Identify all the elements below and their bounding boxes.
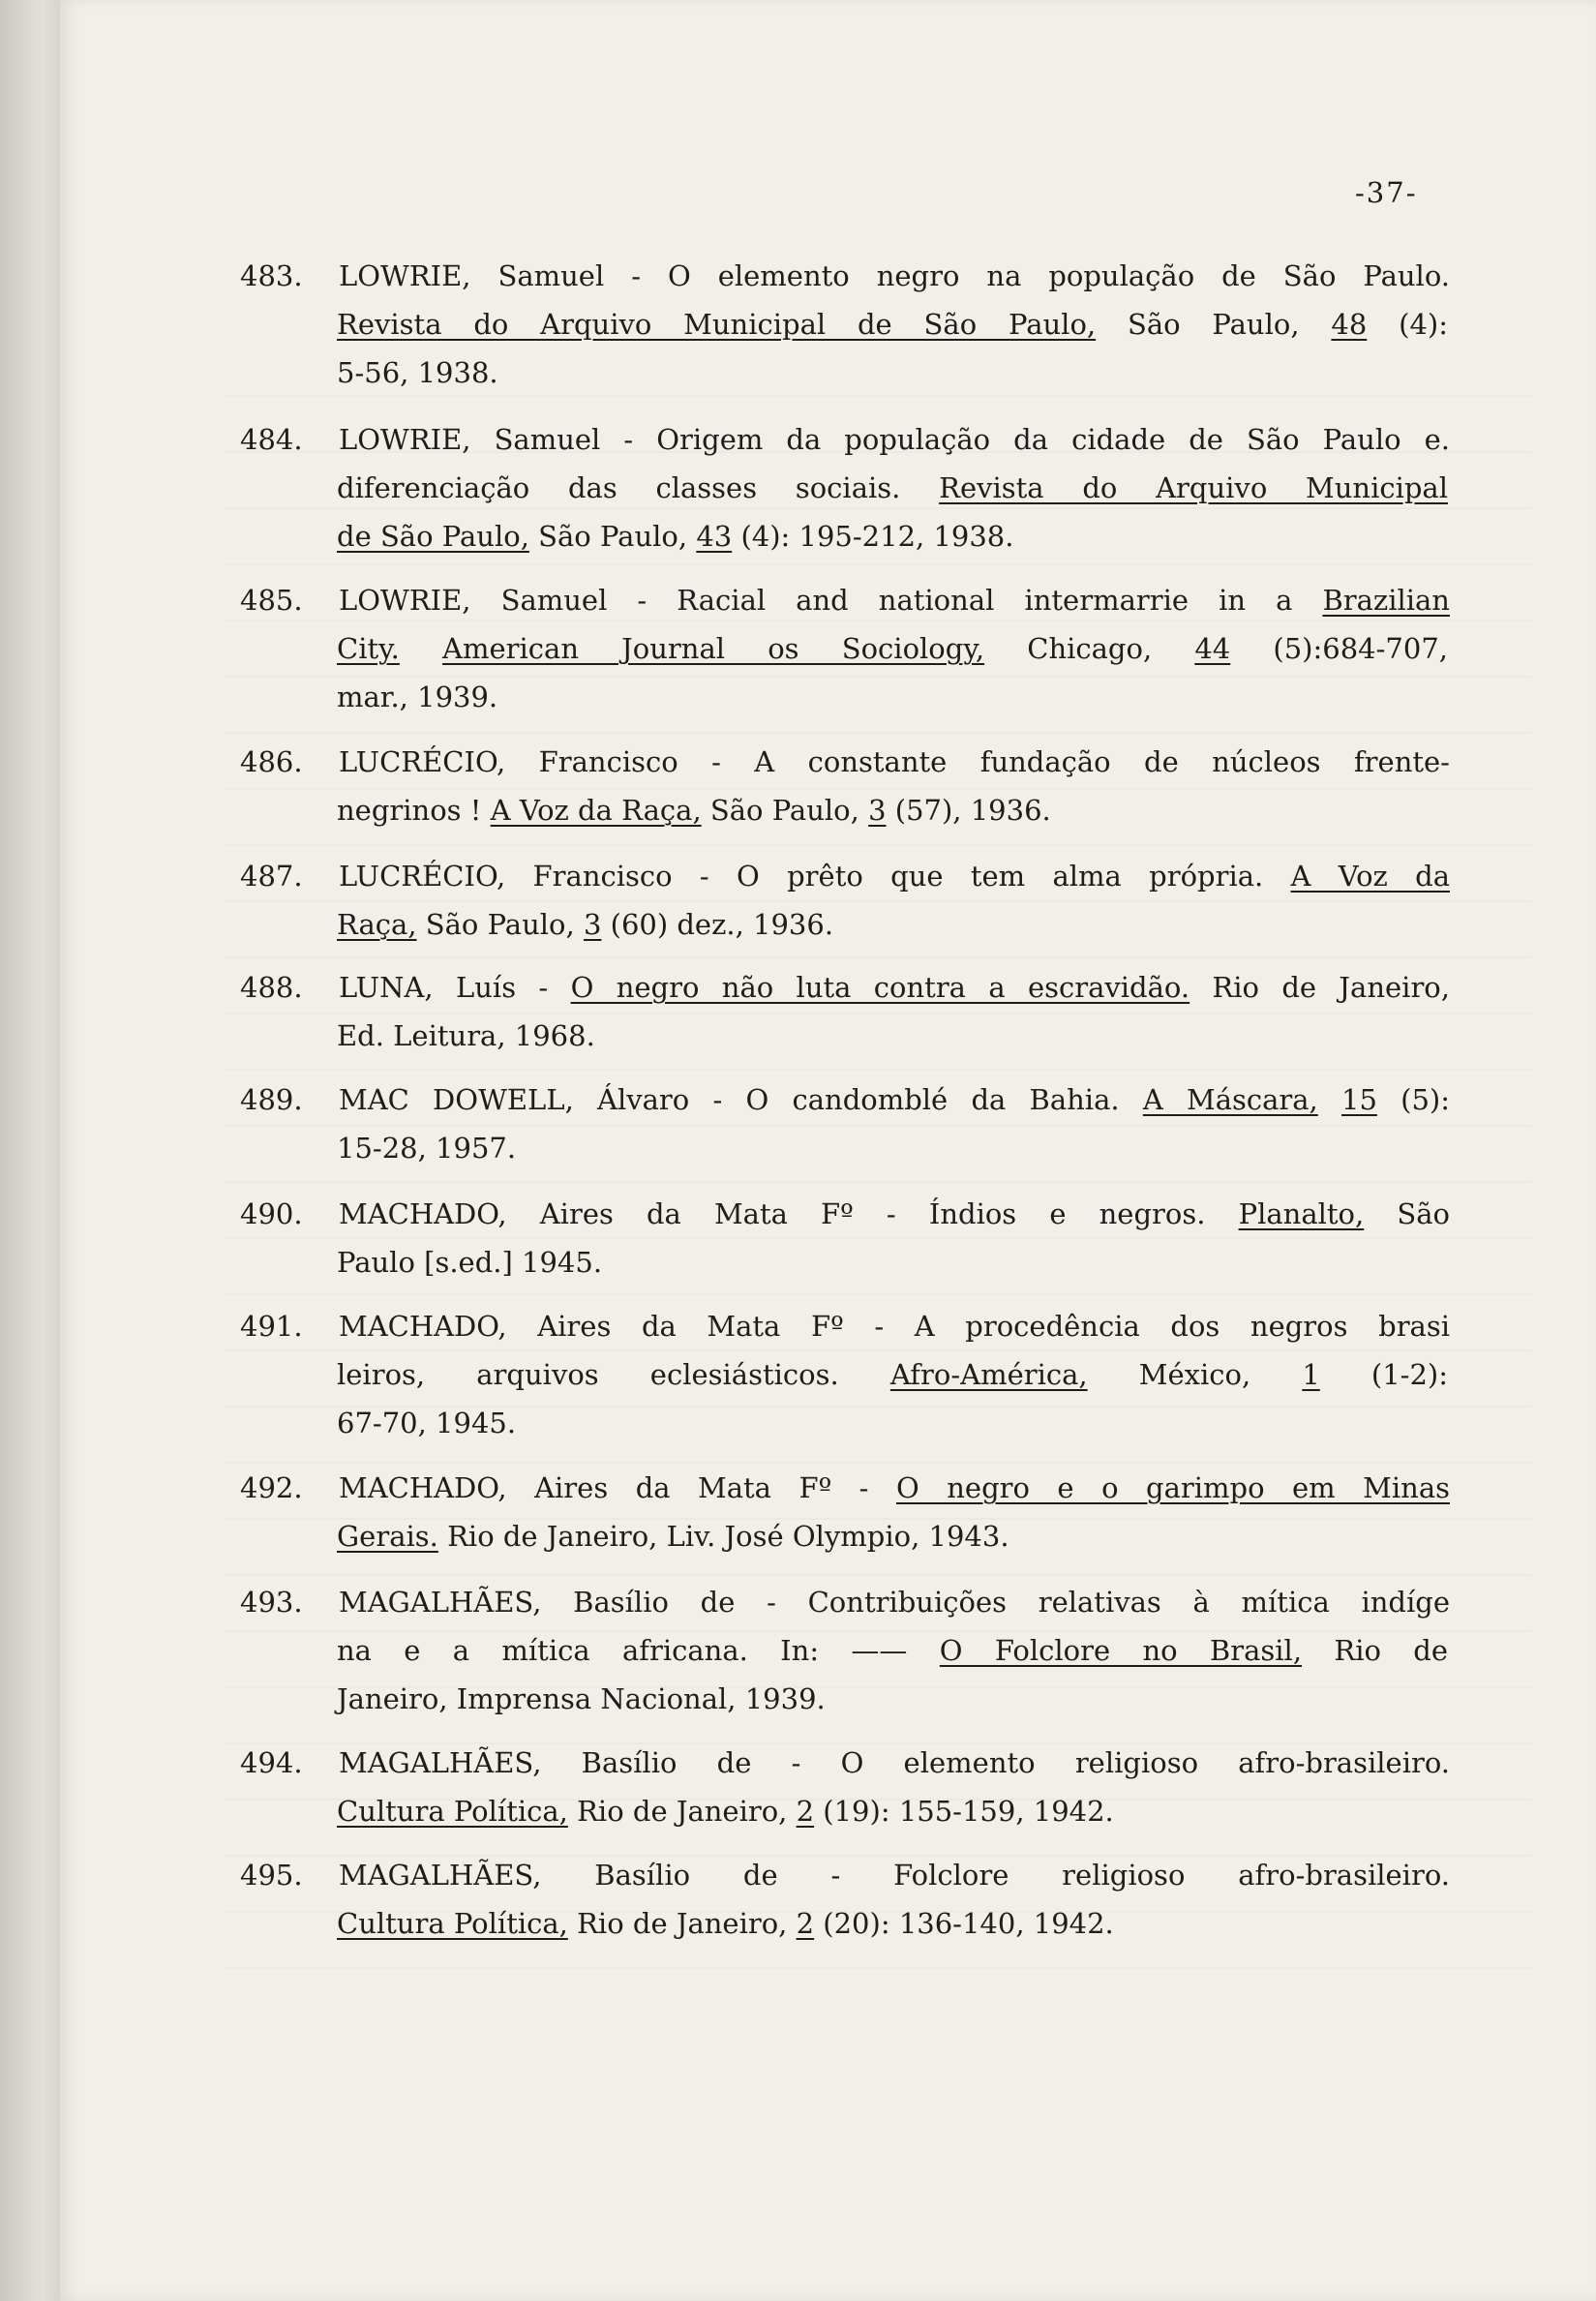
entry-text: (20): 136-140, 1942. [814, 1907, 1114, 1940]
entry-line [339, 1586, 1450, 1619]
entry-number: 495. [240, 1859, 303, 1892]
entry-text: (5):684-707, [1230, 632, 1448, 665]
underlined-title: Planalto, [1238, 1197, 1365, 1230]
entry-line [339, 1746, 1450, 1779]
entry-line [337, 471, 1448, 504]
entry-number: 492. [240, 1471, 303, 1504]
entry-text: São Paulo, [528, 520, 697, 553]
entry-text: na e a mítica africana. In: —— [337, 1634, 940, 1667]
entry-line [337, 1907, 1448, 1940]
entry-line [337, 1634, 1448, 1667]
entry-text: (4): 195-212, 1938. [732, 520, 1014, 553]
entry-text: 5-56, 1938. [337, 356, 498, 389]
entry-text: MACHADO, Aires da Mata Fº - Índios e negros. [339, 1197, 1239, 1230]
entry-text: diferenciação das classes sociais. [337, 471, 940, 504]
underlined-title: 2 [796, 1795, 815, 1828]
underlined-title: O negro e o garimpo em Minas [895, 1471, 1450, 1504]
underlined-title: Raça, [337, 908, 417, 941]
entry-text: Rio de Janeiro, Liv. José Olympio, 1943. [437, 1520, 1009, 1553]
underlined-title: de São Paulo, [337, 520, 529, 553]
entry-number: 490. [240, 1197, 303, 1230]
entry-line [339, 971, 1450, 1004]
entry-number: 491. [240, 1310, 303, 1343]
entry-line [337, 1795, 1448, 1828]
entry-line [337, 1358, 1448, 1391]
underlined-title: 1 [1302, 1358, 1320, 1391]
page-edge [0, 0, 60, 2301]
entry-text: Chicago, [984, 632, 1195, 665]
entry-text: (19): 155-159, 1942. [814, 1795, 1114, 1828]
entry-text: 67-70, 1945. [337, 1407, 517, 1439]
entry-line [339, 1471, 1450, 1504]
underlined-title: Afro-América, [889, 1358, 1088, 1391]
entry-line [337, 520, 1448, 553]
entry-number: 494. [240, 1746, 303, 1779]
entry-text [400, 632, 442, 665]
entry-line [337, 632, 1448, 665]
entry-text: México, [1087, 1358, 1303, 1391]
entry-text: (5): [1376, 1083, 1450, 1116]
underlined-title: Cultura Política, [337, 1795, 568, 1828]
entry-text: MAGALHÃES, Basílio de - Contribuições relativas à mítica indíge [339, 1586, 1450, 1619]
entry-text: Ed. Leitura, 1968. [337, 1019, 595, 1052]
underlined-title: 48 [1331, 308, 1368, 341]
entry-number: 485. [240, 584, 303, 617]
entry-text: LOWRIE, Samuel - Racial and national intermarrie in a [339, 584, 1323, 617]
entry-text: São [1364, 1197, 1450, 1230]
page-number: -37- [1355, 176, 1418, 209]
entry-text: São Paulo, [416, 908, 584, 941]
entry-text [1318, 1083, 1341, 1116]
underlined-title: 44 [1194, 632, 1231, 665]
underlined-title: 15 [1341, 1083, 1377, 1116]
entry-line [337, 1246, 1448, 1279]
entry-line [337, 356, 1448, 389]
entry-text: 15-28, 1957. [337, 1132, 517, 1165]
entry-text: Janeiro, Imprensa Nacional, 1939. [337, 1682, 826, 1715]
entry-text: LOWRIE, Samuel - Origem da população da cidade de São Paulo e. [339, 423, 1450, 456]
entry-line [337, 1520, 1448, 1553]
underlined-title: 43 [696, 520, 733, 553]
entry-text: MACHADO, Aires da Mata Fº - [339, 1471, 896, 1504]
entry-text: Rio de [1302, 1634, 1449, 1667]
underlined-title: Revista do Arquivo Municipal [939, 471, 1448, 504]
underlined-title: Cultura Política, [337, 1907, 568, 1940]
entry-text: Rio de Janeiro, [567, 1907, 797, 1940]
underlined-title: City. [337, 632, 400, 665]
entry-line [337, 1019, 1448, 1052]
entry-line [337, 1132, 1448, 1165]
entry-text: leiros, arquivos eclesiásticos. [337, 1358, 890, 1391]
entry-text: Paulo [s.ed.] 1945. [337, 1246, 603, 1279]
entry-text: (4): [1367, 308, 1448, 341]
underlined-title: Gerais. [337, 1520, 438, 1553]
entry-text: mar., 1939. [337, 681, 498, 713]
underlined-title: 2 [796, 1907, 815, 1940]
entry-text: negrinos ! [337, 794, 491, 827]
entry-text: MACHADO, Aires da Mata Fº - A procedência dos negros brasi [339, 1310, 1450, 1343]
underlined-title: O negro não luta contra a escravidão. [570, 971, 1190, 1004]
entry-line [337, 308, 1448, 341]
entry-text: (1-2): [1319, 1358, 1448, 1391]
entry-text: LUCRÉCIO, Francisco - O prêto que tem alma própria. [339, 860, 1291, 893]
underlined-title: 3 [583, 908, 602, 941]
entry-text: Rio de Janeiro, [1189, 971, 1450, 1004]
underlined-title: 3 [868, 794, 887, 827]
entry-line [339, 259, 1450, 292]
entry-text: MAGALHÃES, Basílio de - O elemento religioso afro-brasileiro. [339, 1746, 1450, 1779]
entry-number: 493. [240, 1586, 303, 1619]
entry-number: 486. [240, 745, 303, 778]
entry-line [337, 908, 1448, 941]
entry-text: MAC DOWELL, Álvaro - O candomblé da Bahia. [339, 1083, 1143, 1116]
entry-number: 484. [240, 423, 303, 456]
entry-text: São Paulo, [1096, 308, 1332, 341]
entry-line [339, 745, 1450, 778]
entry-text: LUCRÉCIO, Francisco - A constante fundação de núcleos frente- [339, 745, 1450, 778]
entry-line [339, 1310, 1450, 1343]
entry-text: MAGALHÃES, Basílio de - Folclore religioso afro-brasileiro. [339, 1859, 1450, 1892]
entry-line [339, 860, 1450, 893]
entry-line [339, 1083, 1450, 1116]
entry-line [339, 423, 1450, 456]
entry-line [337, 794, 1448, 827]
entry-number: 487. [240, 860, 303, 893]
underlined-title: Revista do Arquivo Municipal de São Paulo, [337, 308, 1097, 341]
entry-text: LUNA, Luís - [339, 971, 571, 1004]
underlined-title: American Journal os Sociology, [442, 632, 985, 665]
underlined-title: O Folclore no Brasil, [939, 1634, 1303, 1667]
entry-text: São Paulo, [701, 794, 869, 827]
entry-line [337, 1682, 1448, 1715]
entry-text: LOWRIE, Samuel - O elemento negro na população de São Paulo. [339, 259, 1450, 292]
underlined-title: A Voz da [1290, 860, 1450, 893]
entry-text: Rio de Janeiro, [567, 1795, 797, 1828]
entry-line [339, 584, 1450, 617]
entry-line [337, 1407, 1448, 1439]
underlined-title: A Voz da Raça, [490, 794, 702, 827]
entry-number: 489. [240, 1083, 303, 1116]
entry-line [339, 1197, 1450, 1230]
underlined-title: A Máscara, [1142, 1083, 1318, 1116]
entry-line [339, 1859, 1450, 1892]
entry-number: 488. [240, 971, 303, 1004]
entry-line [337, 681, 1448, 713]
entry-number: 483. [240, 259, 303, 292]
entry-text: (60) dez., 1936. [601, 908, 834, 941]
underlined-title: Brazilian [1322, 584, 1450, 617]
entry-text: (57), 1936. [886, 794, 1051, 827]
